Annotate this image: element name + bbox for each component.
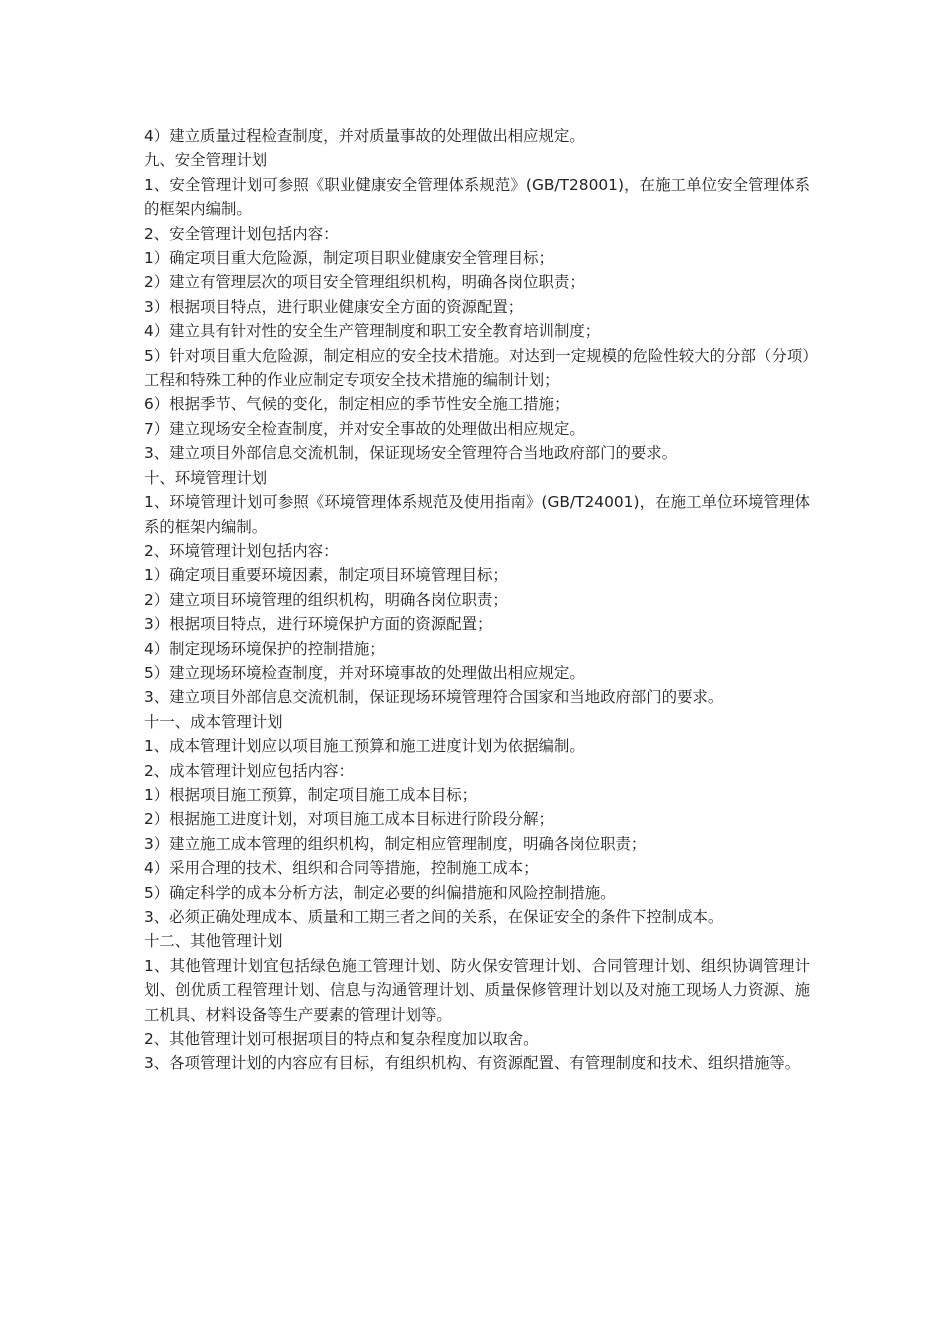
paragraph: 2、环境管理计划包括内容： bbox=[144, 541, 339, 560]
paragraph: 4）制定现场环境保护的控制措施； bbox=[144, 639, 385, 658]
paragraph: 2）建立有管理层次的项目安全管理组织机构，明确各岗位职责； bbox=[144, 273, 585, 292]
paragraph: 3）根据项目特点，进行职业健康安全方面的资源配置； bbox=[144, 297, 524, 316]
paragraph: 6）根据季节、气候的变化，制定相应的季节性安全施工措施； bbox=[144, 395, 570, 414]
paragraph: 1）根据项目施工预算，制定项目施工成本目标； bbox=[144, 785, 477, 804]
section-heading: 十一、成本管理计划 bbox=[144, 712, 283, 731]
paragraph: 1、其他管理计划宜包括绿色施工管理计划、防火保安管理计划、合同管理计划、组织协调管理计划、创优质工程管理计划、信息与沟通管理计划、质量保修管理计划以及对施工现场人力资源、施工机具、材料设备等生产要素的管理计划等。 bbox=[144, 956, 810, 1024]
paragraph: 2、成本管理计划应包括内容： bbox=[144, 761, 354, 780]
section-heading: 十二、其他管理计划 bbox=[144, 932, 283, 951]
paragraph: 2）建立项目环境管理的组织机构，明确各岗位职责； bbox=[144, 590, 508, 609]
section-heading: 九、安全管理计划 bbox=[144, 151, 268, 170]
paragraph: 3、必须正确处理成本、质量和工期三者之间的关系，在保证安全的条件下控制成本。 bbox=[144, 908, 724, 926]
paragraph: 1、成本管理计划应以项目施工预算和施工进度计划为依据编制。 bbox=[144, 737, 585, 756]
paragraph: 1、环境管理计划可参照《环境管理体系规范及使用指南》(GB/T24001)，在施工单位环境管理体系的框架内编制。 bbox=[144, 493, 810, 536]
paragraph: 3、各项管理计划的内容应有目标，有组织机构、有资源配置、有管理制度和技术、组织措施等。 bbox=[144, 1054, 801, 1073]
paragraph: 1）确定项目重大危险源，制定项目职业健康安全管理目标； bbox=[144, 249, 554, 268]
section-heading: 十、环境管理计划 bbox=[144, 468, 268, 487]
paragraph: 5）针对项目重大危险源，制定相应的安全技术措施。对达到一定规模的危险性较大的分部（分项）工程和特殊工种的作业应制定专项安全技术措施的编制计划； bbox=[144, 346, 810, 390]
paragraph: 3）根据项目特点，进行环境保护方面的资源配置； bbox=[144, 615, 493, 634]
paragraph: 4）建立质量过程检查制度，并对质量事故的处理做出相应规定。 bbox=[144, 127, 585, 145]
paragraph: 2、其他管理计划可根据项目的特点和复杂程度加以取舍。 bbox=[144, 1030, 539, 1049]
paragraph: 3、建立项目外部信息交流机制，保证现场安全管理符合当地政府部门的要求。 bbox=[144, 444, 678, 463]
paragraph: 3、建立项目外部信息交流机制，保证现场环境管理符合国家和当地政府部门的要求。 bbox=[144, 688, 724, 707]
document-body bbox=[144, 124, 810, 1076]
paragraph: 1、安全管理计划可参照《职业健康安全管理体系规范》(GB/T28001)，在施工单位安全管理体系的框架内编制。 bbox=[144, 175, 810, 219]
paragraph: 3）建立施工成本管理的组织机构，制定相应管理制度，明确各岗位职责； bbox=[144, 834, 647, 853]
paragraph: 1）确定项目重要环境因素，制定项目环境管理目标； bbox=[144, 566, 508, 585]
paragraph: 5）确定科学的成本分析方法，制定必要的纠偏措施和风险控制措施。 bbox=[144, 883, 616, 902]
paragraph: 5）建立现场环境检查制度，并对环境事故的处理做出相应规定。 bbox=[144, 663, 585, 682]
paragraph: 2）根据施工进度计划，对项目施工成本目标进行阶段分解； bbox=[144, 810, 554, 829]
paragraph: 4）采用合理的技术、组织和合同等措施，控制施工成本； bbox=[144, 859, 539, 878]
paragraph: 7）建立现场安全检查制度，并对安全事故的处理做出相应规定。 bbox=[144, 419, 585, 438]
paragraph: 4）建立具有针对性的安全生产管理制度和职工安全教育培训制度； bbox=[144, 322, 601, 341]
paragraph: 2、安全管理计划包括内容： bbox=[144, 224, 339, 243]
